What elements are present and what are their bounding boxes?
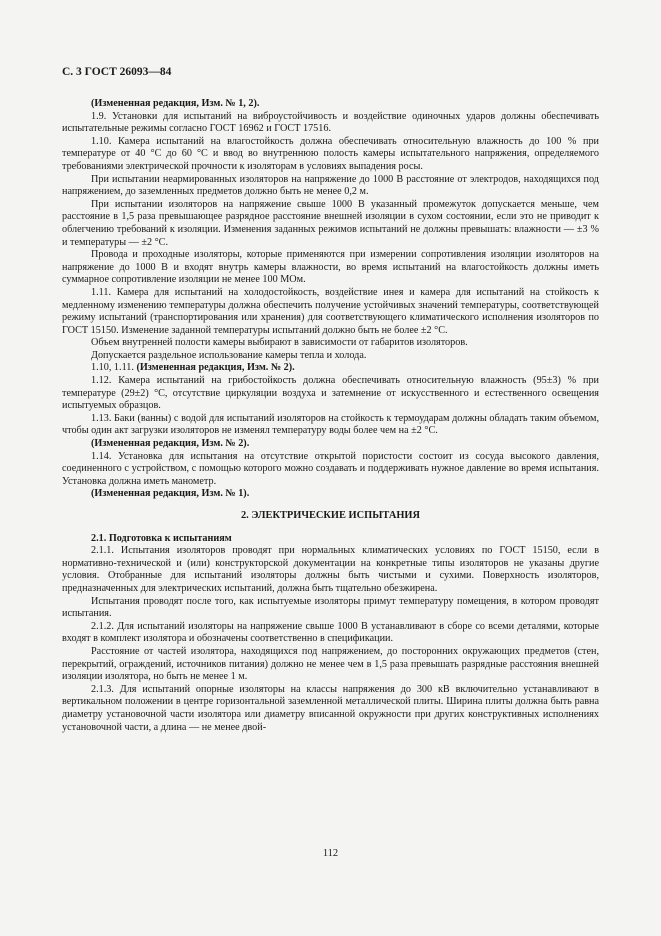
page-number: 112 — [322, 848, 339, 859]
section-heading: 2. ЭЛЕКТРИЧЕСКИЕ ИСПЫТАНИЯ — [240, 510, 420, 521]
paragraph: Испытания проводят после того, как испытуемые изоляторы примут температуру помещения, в котором проводят испытания. — [62, 595, 599, 620]
subsection-heading: 2.1. Подготовка к испытаниям — [91, 532, 232, 544]
paragraph-1-14: 1.14. Установка для испытания на отсутствие открытой пористости состоит из сосуда высокого давления, соединенного с устройством, с помощью которого можно создавать и поддерживать нужное давление во время испытания. Установка должна иметь манометр. — [62, 450, 599, 487]
paragraph: Допускается раздельное использование камеры тепла и холода. — [91, 349, 367, 361]
amendment-note-1-10-1-11 — [62, 362, 599, 375]
page-header: С. 3 ГОСТ 26093—84 — [62, 66, 172, 78]
paragraph-1-10: 1.10. Камера испытаний на влагостойкость должна обеспечивать относительную влажность до 100 % при температуре от 40 °С до 60 °С и ввод во внутреннюю полость камеры испытательного напряжения, определяемого требованиями электрической прочности к изоляторам в условиях выпадения росы. — [62, 135, 599, 172]
clause-refs: 1.10, 1.11. — [91, 362, 134, 374]
amendment-label: (Измененная редакция, Изм. № 2). — [136, 362, 295, 374]
paragraph: Расстояние от частей изолятора, находящихся под напряжением, до посторонних окружающих предметов (стен, перекрытий, ограждений, источников питания) должно не менее чем в 1,5 раза превышать разрядные расстояния внешней изоляции изолятора, но быть не менее 1 м. — [62, 645, 599, 683]
paragraph: При испытании неармированных изоляторов на напряжение до 1000 В расстояние от электродов, находящихся под напряжением, до заземленных предметов должно быть не менее 0,2 м. — [62, 173, 599, 198]
paragraph-1-11: 1.11. Камера для испытаний на холодостойкость, воздействие инея и камера для испытаний на стойкость к медленному изменению температуры должна обеспечить получение устойчивых значений температуры, соответствующей режиму испытаний (транспортирования или хранения) для соответствующего климатического исполнения изоляторов по ГОСТ 15150. Изменение заданной температуры испытаний должно быть не более ±2 °С. — [62, 286, 599, 336]
paragraph-1-9: 1.9. Установки для испытаний на виброустойчивость и воздействие одиночных ударов должны обеспечивать испытательные режимы согласно ГОСТ 16962 и ГОСТ 17516. — [62, 110, 599, 135]
paragraph-2-1-1: 2.1.1. Испытания изоляторов проводят при нормальных климатических условиях по ГОСТ 15150, если в нормативно-технической и (или) конструкторской документации на конкретные типы изоляторов не указаны другие условия. Отобранные для испытаний изоляторы должны быть чистыми и сухими. Поверхность изоляторов, предназначенных для электрических испытаний, должна быть тщательно обезжирена. — [62, 545, 599, 594]
paragraph: Объем внутренней полости камеры выбирают в зависимости от габаритов изоляторов. — [91, 337, 468, 349]
amendment-note: (Измененная редакция, Изм. № 1, 2). — [91, 98, 260, 109]
paragraph-1-12: 1.12. Камера испытаний на грибостойкость должна обеспечивать относительную влажность (95±3) % при температуре (29±2) °С, отсутствие циркуляции воздуха и затемнение от искусственного и естественного освещения испытуемых образцов. — [62, 375, 599, 412]
document-body — [62, 98, 599, 734]
paragraph: Провода и проходные изоляторы, которые применяются при измерении сопротивления изоляции изоляторов на напряжение до 1000 В и входят внутрь камеры влажности, во время испытаний на влагостойкость должны иметь суммарное сопротивление изоляции не менее 100 МОм. — [62, 249, 599, 286]
paragraph-1-13: 1.13. Баки (ванны) с водой для испытаний изоляторов на стойкость к термоударам должны обладать таким объемом, чтобы один акт загрузки изоляторов не изменял температуру воды более чем на ±2 °С. — [62, 412, 599, 437]
amendment-note: (Измененная редакция, Изм. № 1). — [91, 488, 250, 500]
amendment-note: (Измененная редакция, Изм. № 2). — [91, 438, 250, 450]
paragraph: При испытании изоляторов на напряжение свыше 1000 В указанный промежуток допускается меньше, чем расстояние в 1,5 раза превышающее разрядное расстояние внешней изоляции в сухом состоянии, если это не приводит к облегчению требований к изоляции. Изменения заданных режимов испытаний не должны превышать: влажности — ±3 % и температуры — ±2 °С. — [62, 198, 599, 248]
paragraph-2-1-3: 2.1.3. Для испытаний опорные изоляторы на классы напряжения до 300 кВ включительно устанавливают в вертикальном положении в центре горизонтальной заземленной металлической плиты. Ширина плиты должна быть равна диаметру установочной части изолятора или диаметру вписанной окружности при других конструктивных исполнениях установочной части, а длина — не менее двой- — [62, 683, 599, 733]
paragraph-2-1-2: 2.1.2. Для испытаний изоляторы на напряжение свыше 1000 В устанавливают в сборе со всеми деталями, которые входят в комплект изолятора и обозначены соответственно в спецификации. — [62, 620, 599, 645]
